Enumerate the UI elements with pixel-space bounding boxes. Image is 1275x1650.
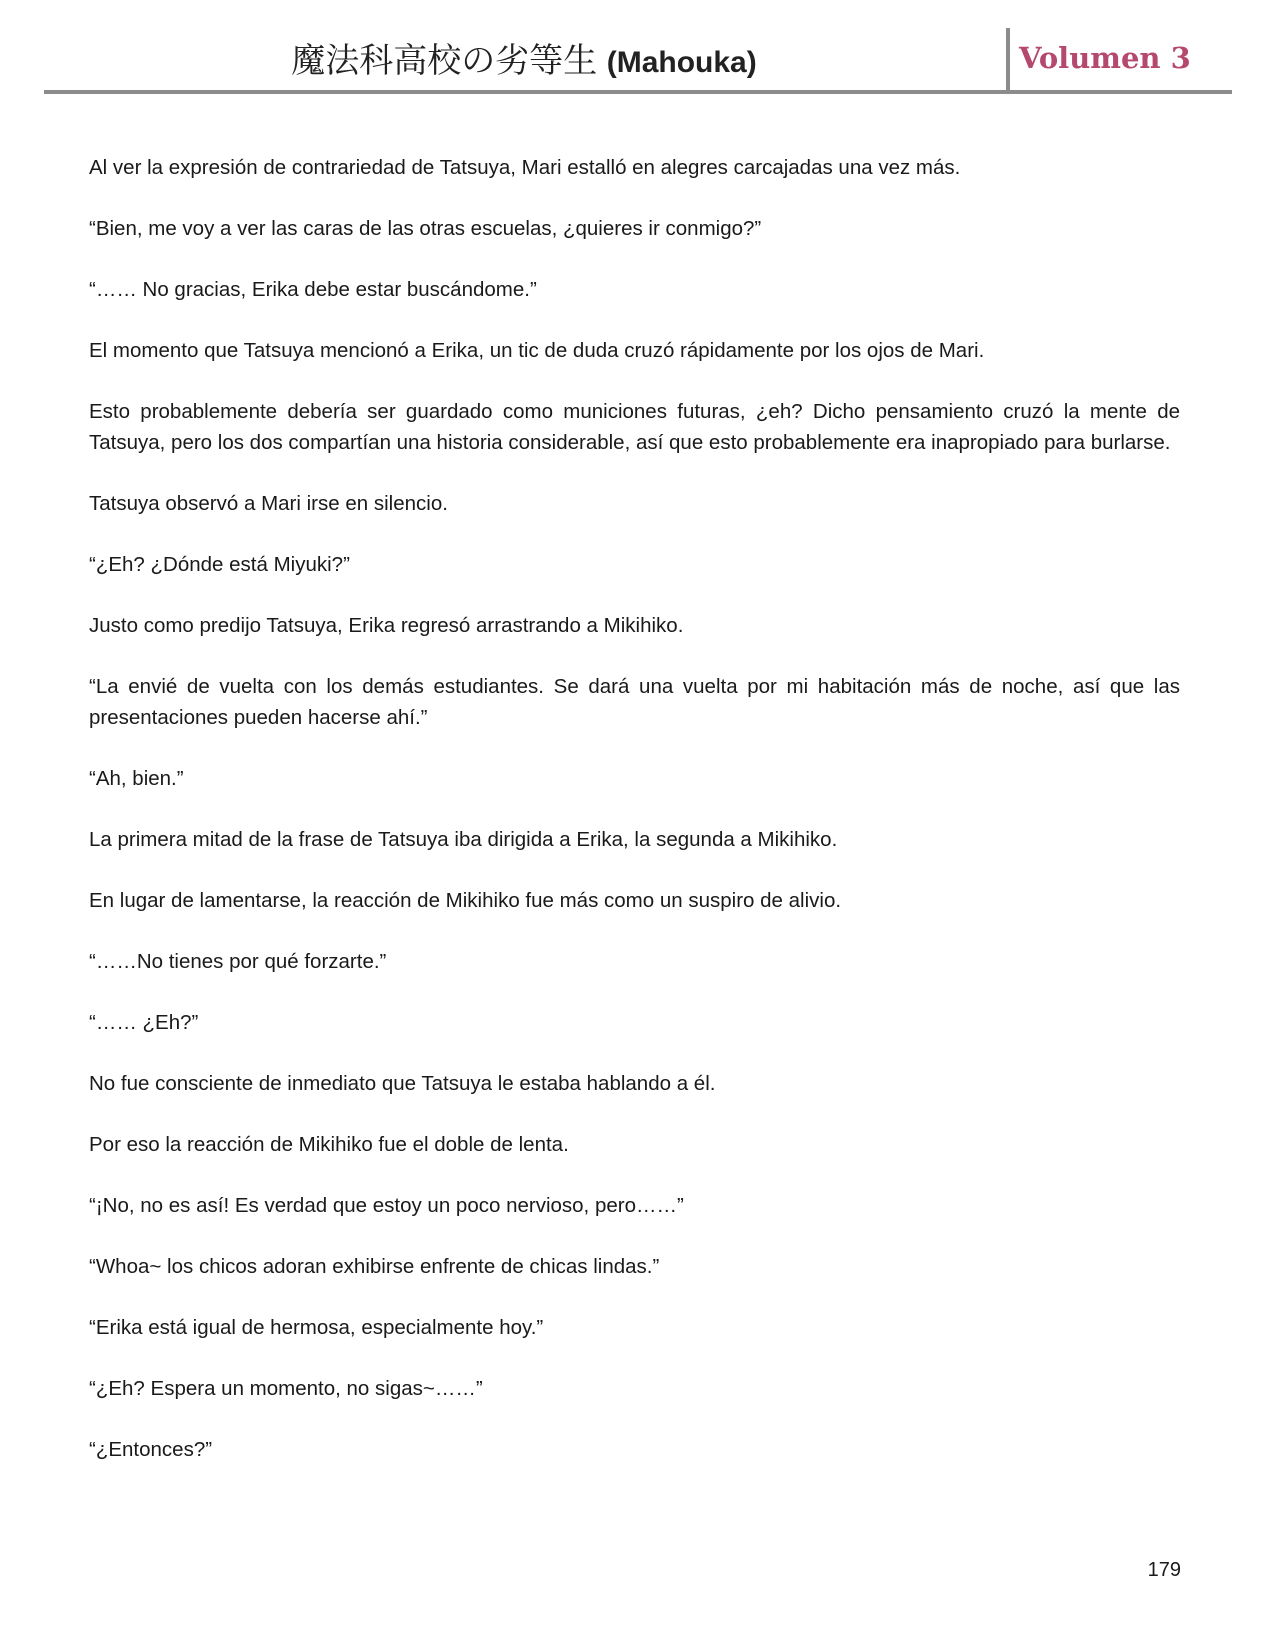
paragraph: Tatsuya observó a Mari irse en silencio. [89,492,448,515]
paragraph: “…… No gracias, Erika debe estar buscándome.” [89,278,537,301]
paragraph: “¿Eh? Espera un momento, no sigas~……” [89,1377,483,1400]
paragraph: “¿Eh? ¿Dónde está Miyuki?” [89,553,350,576]
paragraph: “Erika está igual de hermosa, especialmente hoy.” [89,1316,544,1339]
paragraph: “……No tienes por qué forzarte.” [89,950,387,973]
paragraph: No fue consciente de inmediato que Tatsuya le estaba hablando a él. [89,1072,716,1095]
paragraph: “¿Entonces?” [89,1438,213,1461]
paragraph: La primera mitad de la frase de Tatsuya iba dirigida a Erika, la segunda a Mikihiko. [89,828,838,851]
paragraph: “…… ¿Eh?” [89,1011,199,1034]
page-number: 179 [1147,1559,1181,1581]
paragraph: “¡No, no es así! Es verdad que estoy un poco nervioso, pero……” [89,1194,684,1217]
book-title-romaji: (Mahouka) [606,46,757,79]
book-title [44,36,1004,88]
paragraph: “La envié de vuelta con los demás estudiantes. Se dará una vuelta por mi habitación más de noche, así que las presentaciones pueden hacerse ahí.” [89,675,1180,729]
paragraph: Justo como predijo Tatsuya, Erika regresó arrastrando a Mikihiko. [89,614,684,637]
paragraph: Esto probablemente debería ser guardado como municiones futuras, ¿eh? Dicho pensamiento cruzó la mente de Tatsuya, pero los dos compartían una historia considerable, así que esto probablemente era inapropiado para burlarse. [89,400,1180,454]
paragraph: En lugar de lamentarse, la reacción de Mikihiko fue más como un suspiro de alivio. [89,889,842,912]
paragraph: “Whoa~ los chicos adoran exhibirse enfrente de chicas lindas.” [89,1255,660,1278]
book-title-japanese: 魔法科高校の劣等生 [291,42,598,80]
page-header [44,28,1232,94]
header-vertical-divider [1006,28,1010,91]
paragraph: Por eso la reacción de Mikihiko fue el doble de lenta. [89,1133,569,1156]
paragraph: Al ver la expresión de contrariedad de Tatsuya, Mari estalló en alegres carcajadas una vez más. [89,156,961,179]
paragraph: El momento que Tatsuya mencionó a Erika, un tic de duda cruzó rápidamente por los ojos de Mari. [89,339,985,362]
paragraph: “Bien, me voy a ver las caras de las otras escuelas, ¿quieres ir conmigo?” [89,217,762,240]
header-rule [44,90,1232,94]
page-body [89,152,1180,1495]
paragraph: “Ah, bien.” [89,767,184,790]
volume-label: Volumen 3 [1019,41,1191,75]
